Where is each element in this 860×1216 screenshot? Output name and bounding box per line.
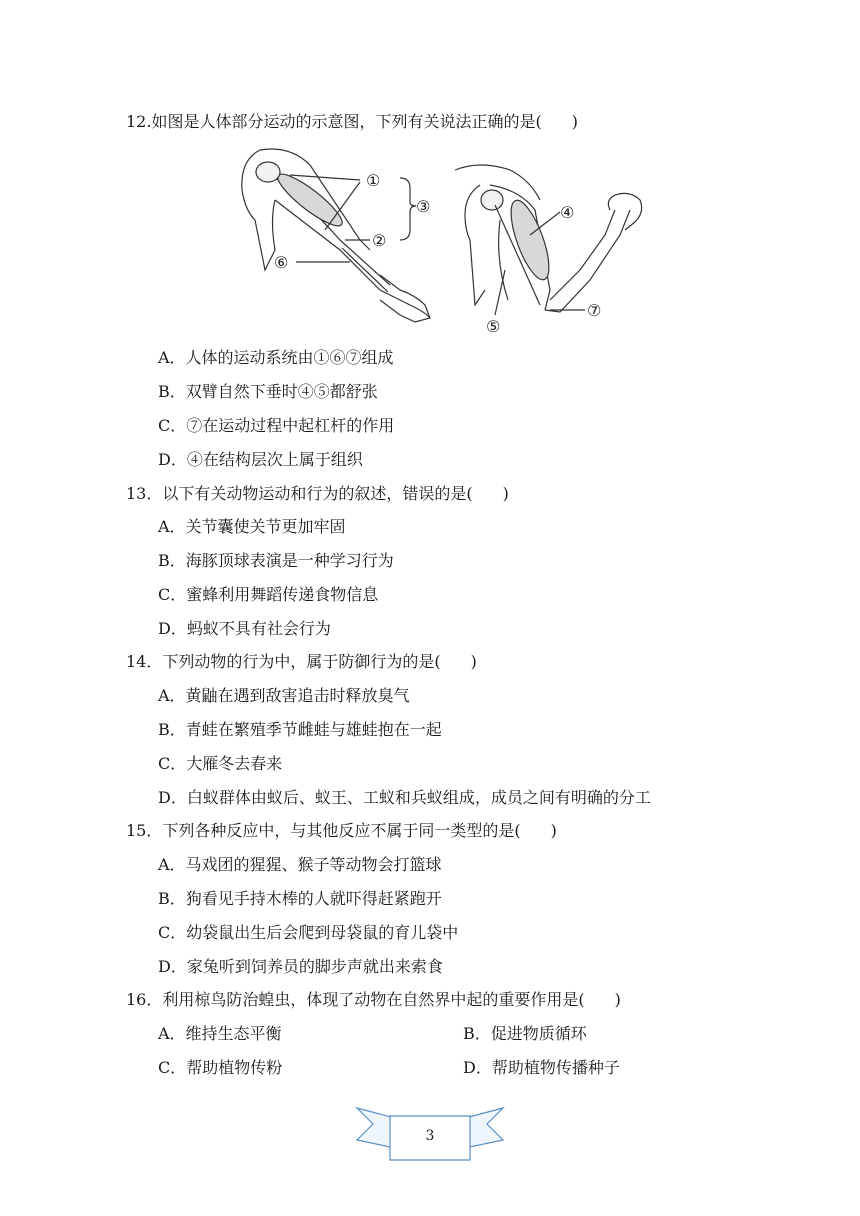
option-16d: D．帮助植物传播种子 [463, 1058, 620, 1077]
answer-paren-close: ) [502, 484, 509, 503]
answer-paren-close: ) [614, 990, 621, 1009]
option-14b: B．青蛙在繁殖季节雌蛙与雄蛙抱在一起 [158, 720, 442, 739]
question-14-stem [126, 652, 477, 672]
option-13d: D．蚂蚁不具有社会行为 [158, 619, 331, 638]
question-stem-text: 16．利用椋鸟防治蝗虫，体现了动物在自然界中起的重要作用是( [126, 990, 585, 1009]
option-15c: C．幼袋鼠出生后会爬到母袋鼠的育儿袋中 [158, 923, 459, 942]
left-shoulder-joint [256, 162, 280, 182]
question-15-stem [126, 821, 557, 841]
question-16-stem [126, 990, 621, 1010]
option-16b: B．促进物质循环 [463, 1024, 587, 1043]
right-lower-arm-outline [545, 210, 630, 312]
question-stem-text: 14．下列动物的行为中，属于防御行为的是( [126, 652, 441, 671]
option-13c: C．蜜蜂利用舞蹈传递食物信息 [158, 585, 379, 604]
option-16a: A．维持生态平衡 [158, 1024, 282, 1043]
question-stem-text: 13．以下有关动物运动和行为的叙述，错误的是( [126, 484, 473, 503]
arm-movement-diagram [230, 140, 650, 340]
option-12a: A．人体的运动系统由①⑥⑦组成 [158, 348, 394, 367]
label-6: ⑥ [274, 253, 289, 272]
answer-paren-close: ) [571, 112, 578, 131]
left-lower-arm-outline [275, 200, 430, 318]
question-stem-text: 12.如图是人体部分运动的示意图，下列有关说法正确的是( [126, 112, 542, 131]
option-12b: B．双臂自然下垂时④⑤都舒张 [158, 382, 378, 401]
label-2: ② [372, 231, 387, 250]
label-5: ⑤ [486, 317, 501, 336]
left-biceps [272, 167, 347, 232]
right-hand-outline [608, 193, 641, 230]
option-16c: C．帮助植物传粉 [158, 1058, 283, 1077]
left-bone-forearm-2 [342, 248, 388, 292]
answer-paren-close: ) [470, 652, 477, 671]
right-forearm-outline-2 [550, 210, 615, 300]
right-shoulder-joint [481, 190, 503, 210]
option-12d: D．④在结构层次上属于组织 [158, 450, 363, 469]
option-15d: D．家兔听到饲养员的脚步声就出来索食 [158, 957, 443, 976]
label-4: ④ [560, 203, 575, 222]
option-14a: A．黄鼬在遇到敌害追击时释放臭气 [158, 686, 410, 705]
question-13-stem [126, 484, 509, 504]
leader-1a [290, 175, 360, 180]
label-7: ⑦ [587, 301, 602, 320]
ribbon-left-tail [357, 1108, 395, 1148]
bracket-3 [400, 178, 416, 240]
option-13a: A．关节囊使关节更加牢固 [158, 517, 346, 536]
leader-5 [495, 270, 505, 315]
question-stem-text: 15．下列各种反应中，与其他反应不属于同一类型的是( [126, 821, 521, 840]
option-13b: B．海豚顶球表演是一种学习行为 [158, 551, 394, 570]
label-3: ③ [416, 197, 431, 216]
answer-paren-close: ) [550, 821, 557, 840]
option-12c: C．⑦在运动过程中起杠杆的作用 [158, 416, 395, 435]
option-14d: D．白蚁群体由蚁后、蚁王、工蚁和兵蚁组成，成员之间有明确的分工 [158, 788, 651, 807]
option-14c: C．大雁冬去春来 [158, 754, 283, 773]
label-1: ① [366, 171, 381, 190]
ribbon-right-tail [465, 1108, 503, 1148]
question-12-stem [126, 112, 578, 132]
option-15a: A．马戏团的猩猩、猴子等动物会打篮球 [158, 855, 442, 874]
page-number: 3 [425, 1128, 435, 1144]
option-15b: B．狗看见手持木棒的人就吓得赶紧跑开 [158, 889, 442, 908]
